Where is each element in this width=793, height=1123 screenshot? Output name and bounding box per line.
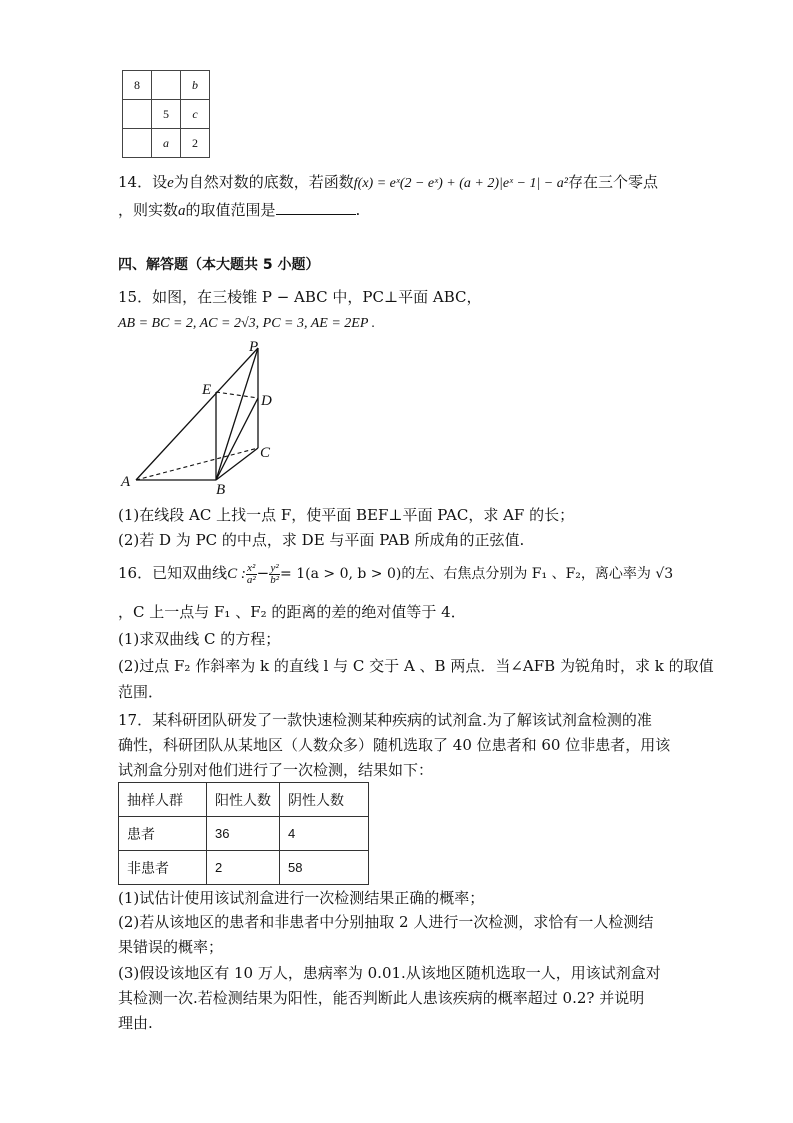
q15-line1: 15．如图，在三棱锥 P − ABC 中，PC⊥平面 ABC， <box>118 288 482 306</box>
label-P: P <box>249 339 259 355</box>
q15-line2: AB = BC = 2, AC = 2√3, PC = 3, AE = 2EP . <box>118 316 376 331</box>
table-cell: 2 <box>207 851 280 885</box>
table-cell: 36 <box>207 817 280 851</box>
q14-var-e: e <box>167 175 174 191</box>
table-header: 阴性人数 <box>280 783 369 817</box>
tetrahedron-figure <box>118 336 278 498</box>
grid-cell: c <box>181 100 210 129</box>
frac-denominator: a² <box>246 573 256 586</box>
table-row <box>119 817 369 851</box>
table-row <box>119 851 369 885</box>
q15-sub2: (2)若 D 为 PC 的中点，求 DE 与平面 PAB 所成角的正弦值. <box>118 531 525 549</box>
q14-text: ，则实数 <box>118 201 179 219</box>
grid-cell: 5 <box>152 100 181 129</box>
grid-cell: 2 <box>181 129 210 158</box>
table-cell: 58 <box>280 851 369 885</box>
frac-numerator: y² <box>270 561 279 574</box>
grid-cell: b <box>181 71 210 100</box>
q16-text: = 1(a > 0, b > 0)的左、右焦点分别为 F₁ 、F₂，离心率为 √3 <box>280 566 674 582</box>
grid-cell <box>123 129 152 158</box>
frac-numerator: x² <box>247 561 256 574</box>
table-cell: 4 <box>280 817 369 851</box>
grid-cell: a <box>152 129 181 158</box>
q16-curve: C : <box>227 566 246 582</box>
label-E: E <box>202 382 212 398</box>
table-cell: 患者 <box>119 817 207 851</box>
frac-denominator: b² <box>270 573 280 586</box>
q17-sub3-line2: 其检测一次.若检测结果为阳性，能否判断此人患该疾病的概率超过 0.2? 并说明 <box>118 989 645 1007</box>
q16-sub1: (1)求双曲线 C 的方程； <box>118 630 281 648</box>
grid-cell <box>152 71 181 100</box>
q14-text: 存在三个零点 <box>567 173 658 191</box>
q16-line1 <box>118 558 673 589</box>
table-header: 阳性人数 <box>207 783 280 817</box>
q14-text: 14．设 <box>118 173 168 191</box>
q16-sub2-line2: 范围． <box>118 683 164 701</box>
label-A: A <box>121 474 131 490</box>
q17-sub2-line2: 果错误的概率； <box>118 938 224 956</box>
q15-sub1: (1)在线段 AC 上找一点 F，使平面 BEF⊥平面 PAC，求 AF 的长； <box>118 506 575 524</box>
edge-BP <box>216 348 258 480</box>
q16-frac-y <box>269 563 280 586</box>
grid-cell: 8 <box>123 71 152 100</box>
q16-line2: ，C 上一点与 F₁ 、F₂ 的距离的差的绝对值等于 4． <box>118 603 466 621</box>
q16-frac-x <box>246 563 257 586</box>
q14-var-a: a <box>178 203 186 219</box>
q14-line1 <box>118 172 658 194</box>
q14-text: 的取值范围是 <box>185 201 276 219</box>
q14-text: . <box>355 201 361 219</box>
edge-AP <box>136 348 258 480</box>
q16-minus: − <box>256 564 270 582</box>
q16-sub2-line1: (2)过点 F₂ 作斜率为 k 的直线 l 与 C 交于 A 、B 两点．当∠AFB 为锐角时，求 k 的取值 <box>118 657 714 675</box>
q14-formula: f(x) = eˣ(2 − eˣ) + (a + 2)|eˣ − 1| − a² <box>353 176 568 191</box>
q17-sub2-line1: (2)若从该地区的患者和非患者中分别抽取 2 人进行一次检测，求恰有一人检测结 <box>118 913 654 931</box>
q14-line2 <box>118 200 360 221</box>
q17-sub1: (1)试估计使用该试剂盒进行一次检测结果正确的概率； <box>118 889 485 907</box>
label-D: D <box>261 393 272 409</box>
section-title: 四、解答题（本大题共 5 小题） <box>118 257 320 273</box>
edge-BC <box>216 448 258 480</box>
grid-cell <box>123 100 152 129</box>
q17-sub3-line1: (3)假设该地区有 10 万人，患病率为 0.01.从该地区随机选取一人，用该试剂盒对 <box>118 964 661 982</box>
q16-text: 16．已知双曲线 <box>118 564 228 582</box>
label-B: B <box>216 482 226 498</box>
q14-text: 为自然对数的底数，若函数 <box>173 173 354 191</box>
table-header-row <box>119 783 369 817</box>
q17-sub3-line3: 理由. <box>118 1014 153 1032</box>
q17-line3: 试剂盒分别对他们进行了一次检测，结果如下： <box>118 761 434 779</box>
table-header: 抽样人群 <box>119 783 207 817</box>
label-C: C <box>260 445 271 461</box>
edge-AC <box>136 448 258 480</box>
edge-BD <box>216 398 258 480</box>
edge-ED <box>216 392 258 398</box>
q17-line1: 17．某科研团队研发了一款快速检测某种疾病的试剂盒.为了解该试剂盒检测的准 <box>118 711 652 729</box>
q17-line2: 确性，科研团队从某地区（人数众多）随机选取了 40 位患者和 60 位非患者，用该 <box>118 736 671 754</box>
answer-blank[interactable] <box>276 200 356 215</box>
number-grid <box>122 70 210 158</box>
test-results-table <box>118 782 369 885</box>
table-cell: 非患者 <box>119 851 207 885</box>
